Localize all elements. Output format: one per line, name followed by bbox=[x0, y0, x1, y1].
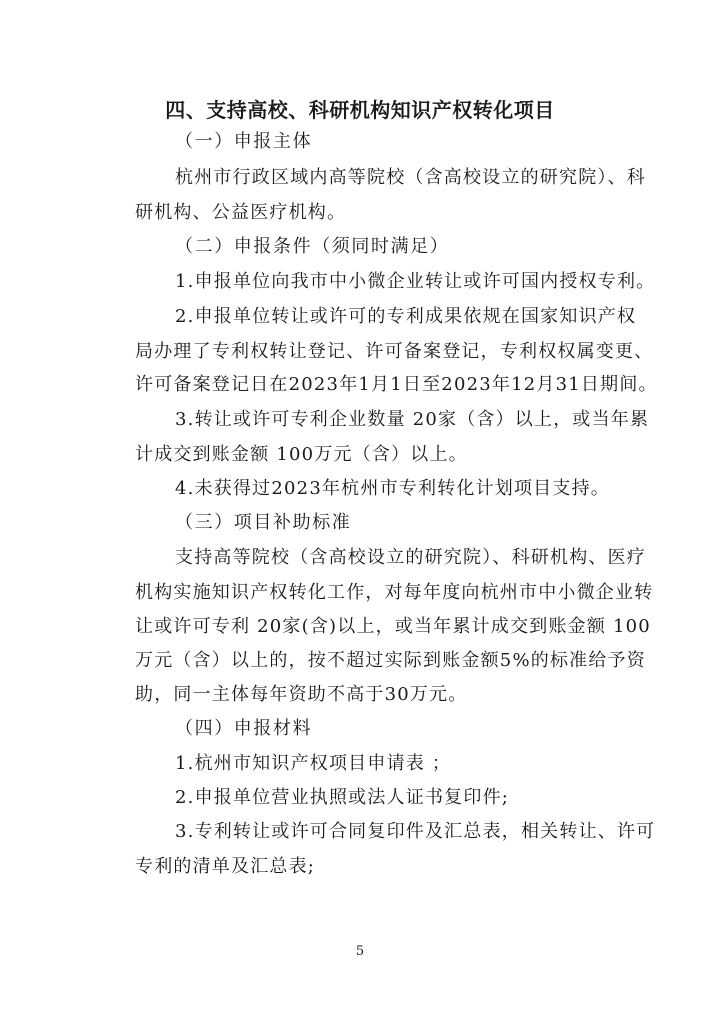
paragraph-line: 支持高等院校（含高校设立的研究院）、科研机构、医疗 bbox=[175, 547, 646, 568]
section-heading-materials: （四）申报材料 bbox=[175, 718, 313, 739]
page-number: 5 bbox=[355, 944, 365, 959]
paragraph-line: 4.未获得过2023年杭州市专利转化计划项目支持。 bbox=[175, 478, 610, 499]
paragraph-line: 2.申报单位转让或许可的专利成果依规在国家知识产权 bbox=[175, 306, 637, 327]
paragraph-line: 1.杭州市知识产权项目申请表 ； bbox=[175, 753, 452, 774]
page-title: 四、支持高校、科研机构知识产权转化项目 bbox=[165, 98, 555, 122]
section-heading-applicant: （一）申报主体 bbox=[175, 131, 313, 152]
section-heading-subsidy-standard: （三）项目补助标准 bbox=[175, 512, 352, 533]
paragraph-line: 助，同一主体每年资助不高于30万元。 bbox=[135, 684, 468, 705]
paragraph-line: 研机构、公益医疗机构。 bbox=[135, 202, 347, 223]
paragraph-line: 2.申报单位营业执照或法人证书复印件; bbox=[175, 787, 510, 808]
section-heading-conditions: （二）申报条件（须同时满足） bbox=[175, 236, 450, 257]
paragraph-line: 机构实施知识产权转化工作，对每年度向杭州市中小微企业转 bbox=[135, 582, 654, 603]
paragraph-line: 3.转让或许可专利企业数量 20家（含）以上，或当年累 bbox=[175, 409, 650, 430]
paragraph-line: 计成交到账金额 100万元（含）以上。 bbox=[135, 444, 468, 465]
paragraph-line: 局办理了专利权转让登记、许可备案登记，专利权权属变更、 bbox=[135, 341, 654, 362]
paragraph-line: 3.专利转让或许可合同复印件及汇总表，相关转让、许可 bbox=[175, 821, 656, 842]
paragraph-line: 许可备案登记日在2023年1月1日至2023年12月31日期间。 bbox=[135, 374, 658, 395]
paragraph-line: 让或许可专利 20家(含)以上，或当年累计成交到账金额 100 bbox=[135, 616, 651, 637]
paragraph-line: 1.申报单位向我市中小微企业转让或许可国内授权专利。 bbox=[175, 271, 656, 292]
paragraph-line: 杭州市行政区域内高等院校（含高校设立的研究院）、科 bbox=[175, 167, 646, 188]
paragraph-line: 万元（含）以上的，按不超过实际到账金额5%的标准给予资 bbox=[135, 650, 646, 671]
paragraph-line: 专利的清单及汇总表; bbox=[135, 856, 316, 877]
